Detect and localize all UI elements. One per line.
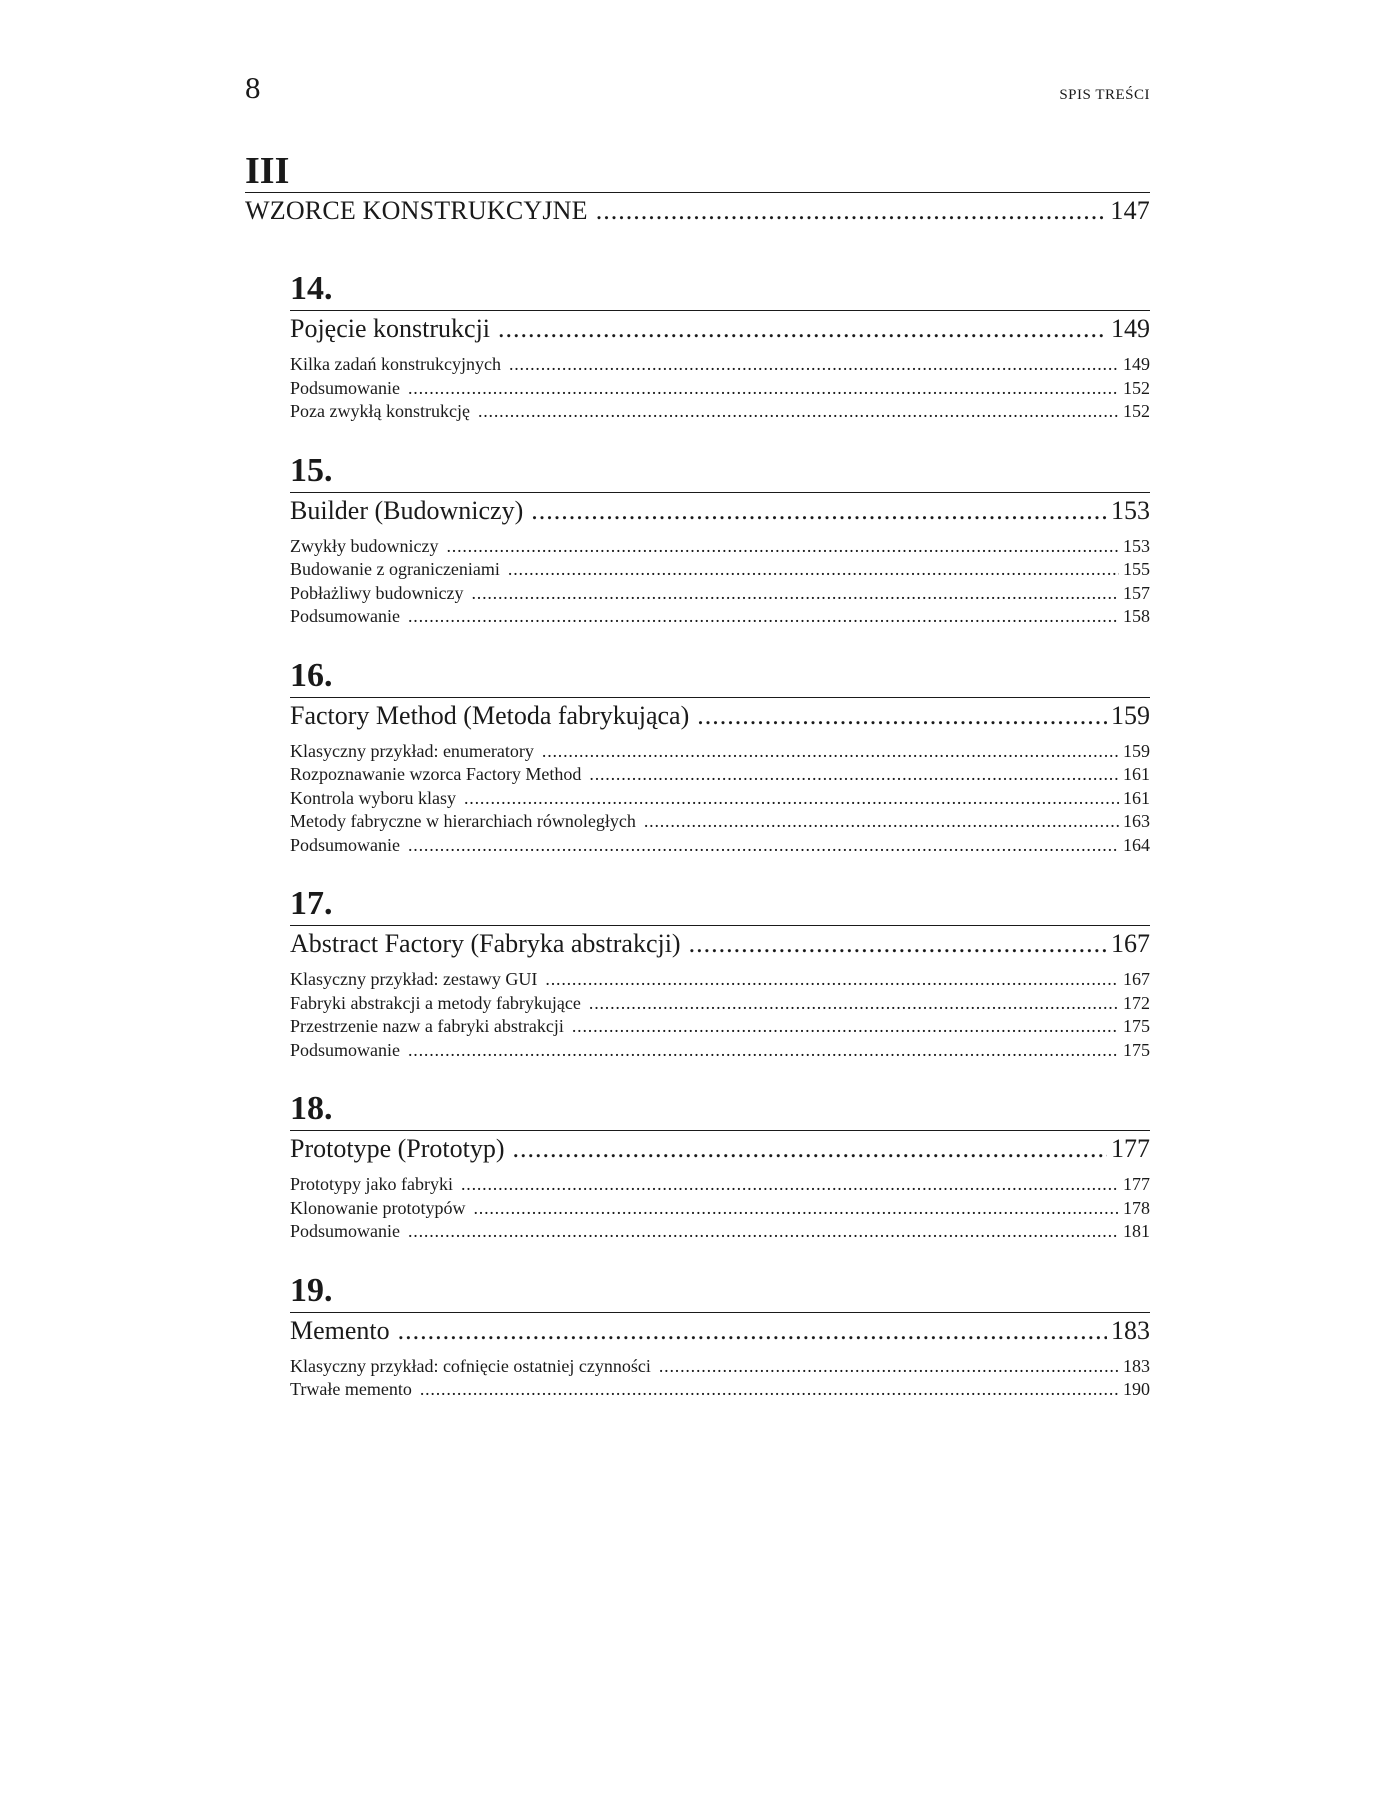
dot-leader	[446, 535, 1119, 559]
section-title: Budowanie z ograniczeniami	[290, 559, 500, 579]
chapter-entry[interactable]	[290, 698, 1150, 734]
chapter-number: 14.	[290, 270, 333, 307]
dot-leader	[659, 1355, 1119, 1379]
section-page: 172	[1123, 992, 1150, 1013]
dot-leader	[464, 787, 1119, 811]
section-entry[interactable]	[290, 1173, 1150, 1197]
chapter-entry[interactable]	[290, 1313, 1150, 1349]
page-number: 8	[245, 70, 261, 105]
chapter-title: Builder (Budowniczy)	[290, 495, 524, 525]
part-title: WZORCE KONSTRUKCYJNE	[245, 196, 588, 225]
dot-leader	[644, 810, 1119, 834]
section-page: 158	[1123, 606, 1150, 626]
section-entry[interactable]	[290, 1015, 1150, 1039]
dot-leader	[408, 1220, 1119, 1244]
dot-leader	[589, 763, 1119, 787]
section-page: 153	[1123, 535, 1150, 556]
section-title: Podsumowanie	[290, 1039, 400, 1060]
dot-leader	[498, 311, 1107, 347]
section-page: 163	[1123, 811, 1150, 831]
section-entry[interactable]	[290, 968, 1150, 992]
section-title: Przestrzenie nazw a fabryki abstrakcji	[290, 1016, 564, 1036]
section-page: 155	[1123, 559, 1150, 579]
section-title: Trwałe memento	[290, 1379, 412, 1399]
section-title: Prototypy jako fabryki	[290, 1174, 453, 1194]
chapter-block	[290, 887, 1150, 1062]
section-title: Pobłażliwy budowniczy	[290, 582, 464, 603]
section-page: 164	[1123, 834, 1150, 855]
section-entry[interactable]	[290, 582, 1150, 606]
chapter-title: Pojęcie konstrukcji	[290, 314, 491, 343]
section-title: Fabryki abstrakcji a metody fabrykujące	[290, 992, 581, 1013]
dot-leader	[513, 1131, 1108, 1167]
section-title: Metody fabryczne w hierarchiach równoległych	[290, 811, 636, 831]
section-page: 175	[1123, 1016, 1150, 1036]
section-title: Podsumowanie	[290, 1221, 400, 1241]
chapter-entry[interactable]	[290, 926, 1150, 962]
section-title: Poza zwykłą konstrukcję	[290, 401, 470, 421]
section-title: Klonowanie prototypów	[290, 1197, 466, 1218]
section-entry[interactable]	[290, 740, 1150, 764]
section-page: 167	[1123, 969, 1150, 989]
section-title: Kontrola wyboru klasy	[290, 787, 456, 808]
chapter-page: 183	[1111, 1315, 1150, 1345]
section-page: 161	[1123, 764, 1150, 784]
section-entry[interactable]	[290, 400, 1150, 424]
section-list	[290, 740, 1150, 858]
section-entry[interactable]	[290, 1220, 1150, 1244]
section-page: 159	[1123, 740, 1150, 761]
section-entry[interactable]	[290, 353, 1150, 377]
chapter-page: 159	[1111, 700, 1150, 730]
section-page: 175	[1123, 1039, 1150, 1060]
section-title: Rozpoznawanie wzorca Factory Method	[290, 764, 582, 784]
dot-leader	[572, 1015, 1119, 1039]
chapter-block	[290, 451, 1150, 629]
section-entry[interactable]	[290, 834, 1150, 858]
section-page: 157	[1123, 582, 1150, 603]
dot-leader	[697, 698, 1107, 734]
chapter-page: 177	[1111, 1134, 1150, 1163]
section-entry[interactable]	[290, 1355, 1150, 1379]
section-page: 177	[1123, 1174, 1150, 1194]
chapter-entry[interactable]	[290, 1131, 1150, 1167]
section-title: Zwykły budowniczy	[290, 535, 439, 556]
section-title: Kilka zadań konstrukcyjnych	[290, 354, 501, 374]
dot-leader	[689, 926, 1107, 962]
section-page: 149	[1123, 354, 1150, 374]
dot-leader	[478, 400, 1119, 424]
section-page: 178	[1123, 1197, 1150, 1218]
section-entry[interactable]	[290, 1197, 1150, 1221]
section-title: Podsumowanie	[290, 606, 400, 626]
chapter-title: Memento	[290, 1315, 390, 1345]
section-list	[290, 535, 1150, 629]
section-page: 181	[1123, 1221, 1150, 1241]
chapter-number: 15.	[290, 451, 333, 489]
section-entry[interactable]	[290, 763, 1150, 787]
chapter-number: 19.	[290, 1271, 333, 1309]
chapter-page: 153	[1111, 495, 1150, 525]
dot-leader	[473, 1197, 1119, 1221]
dot-leader	[531, 493, 1107, 529]
chapter-number: 16.	[290, 656, 333, 694]
section-list	[290, 1355, 1150, 1402]
section-title: Klasyczny przykład: enumeratory	[290, 740, 534, 761]
dot-leader	[508, 558, 1119, 582]
section-page: 183	[1123, 1355, 1150, 1376]
dot-leader	[398, 1313, 1107, 1349]
section-entry[interactable]	[290, 810, 1150, 834]
section-page: 161	[1123, 787, 1150, 808]
section-title: Podsumowanie	[290, 377, 400, 398]
chapter-block	[290, 1271, 1150, 1402]
part-page: 147	[1110, 196, 1150, 225]
dot-leader	[542, 740, 1119, 764]
chapter-block	[290, 1092, 1150, 1244]
chapter-number: 17.	[290, 885, 333, 922]
part-number: III	[245, 150, 290, 192]
chapter-title: Abstract Factory (Fabryka abstrakcji)	[290, 929, 681, 958]
dot-leader	[596, 193, 1107, 229]
chapter-title: Prototype (Prototyp)	[290, 1134, 505, 1163]
dot-leader	[408, 834, 1119, 858]
dot-leader	[509, 353, 1119, 377]
section-title: Klasyczny przykład: zestawy GUI	[290, 969, 538, 989]
section-entry[interactable]	[290, 535, 1150, 559]
section-list	[290, 968, 1150, 1062]
chapter-block	[290, 656, 1150, 858]
running-head: SPIS TREŚCI	[1059, 87, 1150, 103]
part-heading	[245, 152, 1150, 229]
chapter-entry[interactable]	[290, 311, 1150, 347]
dot-leader	[408, 605, 1119, 629]
dot-leader	[420, 1378, 1119, 1402]
dot-leader	[461, 1173, 1119, 1197]
dot-leader	[589, 992, 1119, 1016]
section-entry[interactable]	[290, 787, 1150, 811]
chapter-entry[interactable]	[290, 493, 1150, 529]
dot-leader	[545, 968, 1119, 992]
section-entry[interactable]	[290, 558, 1150, 582]
section-title: Podsumowanie	[290, 834, 400, 855]
section-entry[interactable]	[290, 605, 1150, 629]
section-page: 152	[1123, 401, 1150, 421]
section-page: 190	[1123, 1379, 1150, 1399]
part-entry[interactable]	[245, 193, 1150, 229]
section-entry[interactable]	[290, 377, 1150, 401]
section-page: 152	[1123, 377, 1150, 398]
dot-leader	[471, 582, 1119, 606]
chapter-page: 149	[1111, 314, 1150, 343]
chapter-number: 18.	[290, 1090, 333, 1127]
chapter-block	[290, 272, 1150, 424]
section-entry[interactable]	[290, 1039, 1150, 1063]
section-entry[interactable]	[290, 992, 1150, 1016]
section-title: Klasyczny przykład: cofnięcie ostatniej czynności	[290, 1355, 651, 1376]
chapter-page: 167	[1111, 929, 1150, 958]
section-entry[interactable]	[290, 1378, 1150, 1402]
dot-leader	[408, 1039, 1119, 1063]
section-list	[290, 353, 1150, 424]
chapter-list	[290, 272, 1150, 1432]
section-list	[290, 1173, 1150, 1244]
chapter-title: Factory Method (Metoda fabrykująca)	[290, 700, 690, 730]
dot-leader	[408, 377, 1119, 401]
